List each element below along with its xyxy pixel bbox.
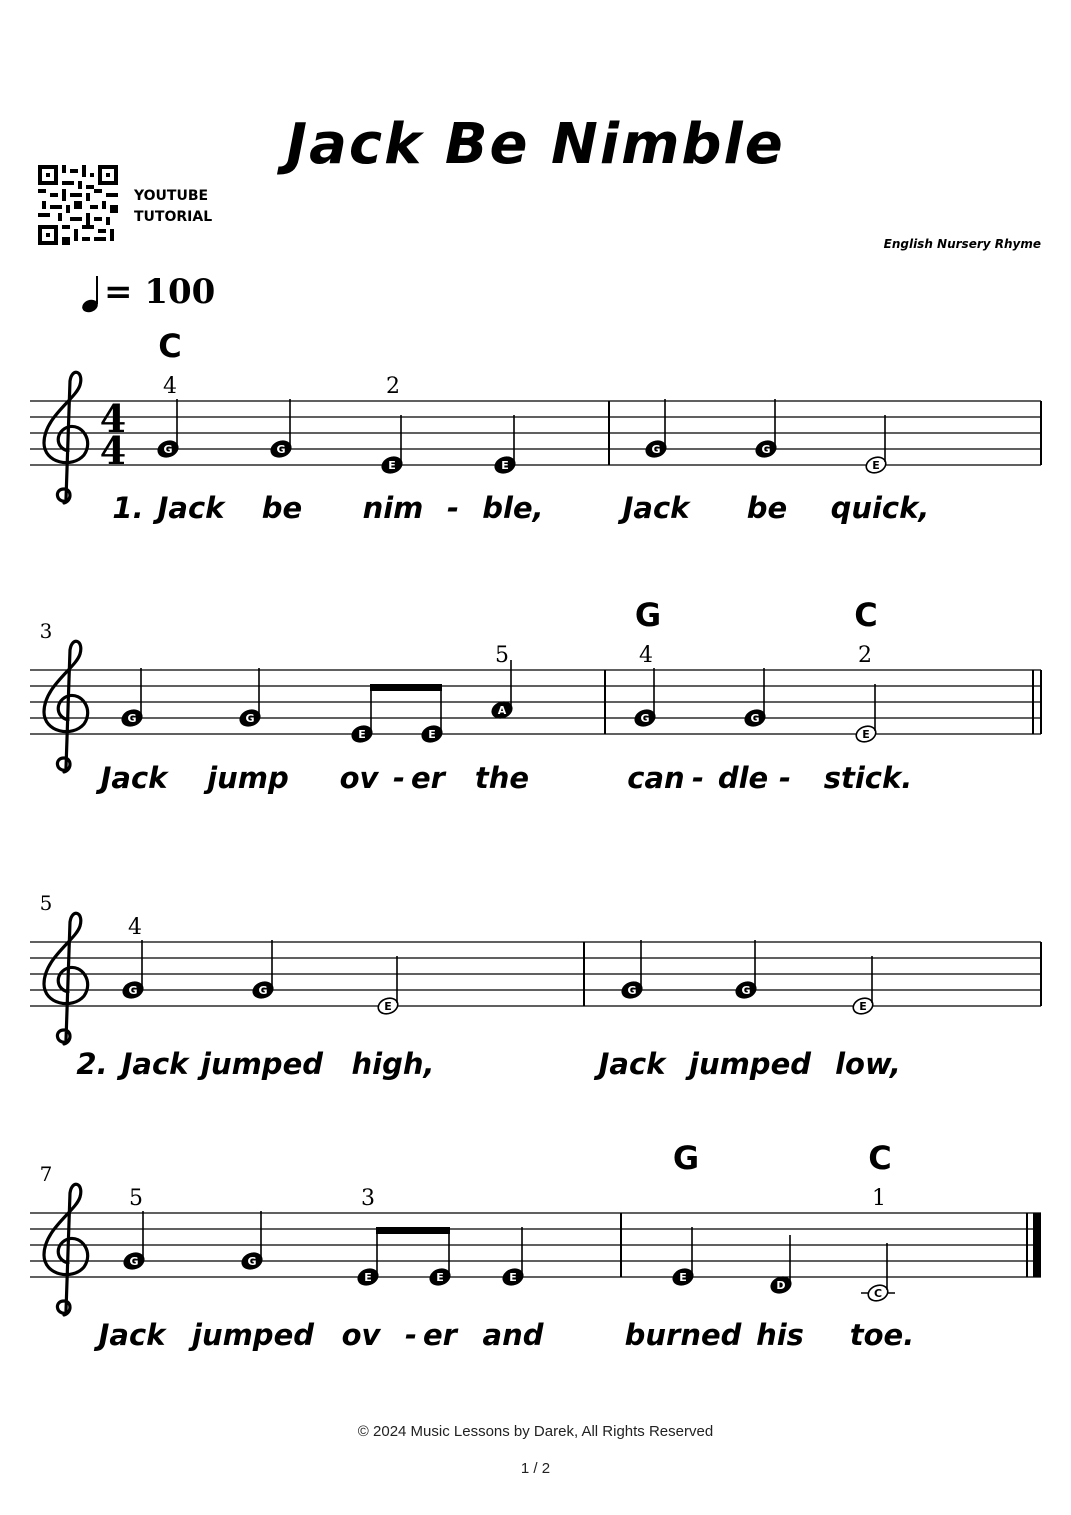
treble-clef-icon bbox=[44, 641, 88, 772]
note-G bbox=[644, 399, 668, 459]
time-signature-top: 4 bbox=[99, 396, 127, 441]
note-letter: E bbox=[358, 728, 366, 741]
note-letter: E bbox=[388, 459, 396, 472]
chord-symbol: C bbox=[868, 1139, 892, 1177]
beam bbox=[376, 1227, 450, 1234]
lyric-syllable: 2. bbox=[76, 1047, 108, 1081]
fingering-number: 2 bbox=[858, 643, 872, 668]
lyric-syllable: jumped bbox=[201, 1047, 323, 1081]
lyric-syllable: - bbox=[691, 761, 705, 795]
lyric-syllable: the bbox=[474, 761, 530, 795]
note-A bbox=[490, 660, 514, 720]
chord-symbol: C bbox=[158, 327, 182, 365]
note-letter: G bbox=[741, 984, 751, 997]
note-G bbox=[251, 940, 275, 1000]
lyric-syllable: Jack bbox=[100, 761, 168, 795]
lyric-syllable: jumped bbox=[192, 1318, 314, 1352]
staff-system-3 bbox=[30, 913, 1041, 1044]
copyright-footer: © 2024 Music Lessons by Darek, All Rights Reserved bbox=[357, 1423, 714, 1440]
lyric-syllable: Jack bbox=[157, 491, 225, 525]
lyric-syllable: be bbox=[746, 491, 788, 525]
lyric-syllable: ov bbox=[341, 1318, 381, 1352]
lyric-syllable: his bbox=[756, 1318, 804, 1352]
page-title: Jack Be Nimble bbox=[286, 112, 785, 177]
fingering-number: 5 bbox=[129, 1186, 143, 1211]
composer: English Nursery Rhyme bbox=[883, 237, 1041, 251]
note-G bbox=[121, 940, 145, 1000]
lyric-syllable: stick. bbox=[823, 761, 913, 795]
note-E bbox=[864, 415, 888, 475]
lyric-syllable: toe. bbox=[849, 1318, 915, 1352]
treble-clef-icon bbox=[44, 1184, 88, 1315]
beam bbox=[370, 684, 442, 691]
note-letter: G bbox=[247, 1255, 257, 1268]
lyric-syllable: - bbox=[404, 1318, 418, 1352]
note-letter: G bbox=[127, 712, 137, 725]
note-E bbox=[851, 956, 875, 1016]
fingering-number: 1 bbox=[872, 1186, 886, 1211]
note-G bbox=[734, 940, 758, 1000]
note-G bbox=[120, 668, 144, 728]
note-G bbox=[633, 668, 657, 728]
fingering-number: 4 bbox=[128, 915, 142, 940]
note-letter: E bbox=[509, 1271, 517, 1284]
note-letter: G bbox=[651, 443, 661, 456]
staff-system-4 bbox=[30, 1184, 1041, 1315]
fingering-number: 4 bbox=[163, 374, 177, 399]
tempo-marking: = 100 bbox=[80, 272, 215, 314]
lyric-syllable: and bbox=[482, 1318, 544, 1352]
measure-number: 3 bbox=[39, 619, 53, 643]
lyric-syllable: can bbox=[627, 761, 685, 795]
final-bar-line bbox=[1033, 1213, 1041, 1277]
lyric-syllable: low, bbox=[835, 1047, 901, 1081]
note-G bbox=[754, 399, 778, 459]
lyric-syllable: - bbox=[778, 761, 792, 795]
note-letter: G bbox=[128, 984, 138, 997]
note-E bbox=[420, 684, 444, 744]
note-G bbox=[743, 668, 767, 728]
fingering-number: 3 bbox=[361, 1186, 375, 1211]
note-letter: A bbox=[497, 704, 507, 717]
fingering-number: 5 bbox=[495, 643, 509, 668]
note-G bbox=[156, 399, 180, 459]
note-G bbox=[269, 399, 293, 459]
staff-system-1 bbox=[30, 372, 1041, 503]
measure-number: 7 bbox=[39, 1162, 53, 1186]
youtube-tutorial-label[interactable]: YOUTUBE TUTORIAL bbox=[134, 188, 213, 225]
lyric-syllable: Jack bbox=[622, 491, 690, 525]
lyric-syllable: Jack bbox=[598, 1047, 666, 1081]
note-letter: G bbox=[640, 712, 650, 725]
note-letter: G bbox=[750, 712, 760, 725]
note-E bbox=[356, 1227, 380, 1287]
note-letter: G bbox=[276, 443, 286, 456]
note-E bbox=[350, 684, 374, 744]
lyric-syllable: be bbox=[261, 491, 303, 525]
note-letter: G bbox=[761, 443, 771, 456]
staff-system-2 bbox=[30, 641, 1041, 772]
note-letter: G bbox=[258, 984, 268, 997]
lyric-syllable: nim bbox=[362, 491, 424, 525]
lyric-syllable: jumped bbox=[689, 1047, 811, 1081]
lyric-syllable: dle bbox=[717, 761, 769, 795]
lyric-syllable: ble, bbox=[482, 491, 544, 525]
note-E bbox=[428, 1227, 452, 1287]
chord-symbol: C bbox=[854, 596, 878, 634]
page-number: 1 / 2 bbox=[520, 1460, 551, 1477]
note-letter: E bbox=[501, 459, 509, 472]
note-letter: G bbox=[129, 1255, 139, 1268]
lyric-syllable: quick, bbox=[830, 491, 930, 525]
fingering-number: 2 bbox=[386, 374, 400, 399]
note-G bbox=[238, 668, 262, 728]
lyric-syllable: ov bbox=[339, 761, 379, 795]
lyric-syllable: - bbox=[392, 761, 406, 795]
note-letter: D bbox=[776, 1279, 786, 1292]
note-letter: E bbox=[384, 1000, 392, 1013]
lyric-syllable: jump bbox=[207, 761, 289, 795]
time-signature-bottom: 4 bbox=[99, 428, 127, 473]
lyric-syllable: Jack bbox=[121, 1047, 189, 1081]
note-G bbox=[620, 940, 644, 1000]
note-G bbox=[240, 1211, 264, 1271]
note-E bbox=[501, 1227, 525, 1287]
note-letter: G bbox=[245, 712, 255, 725]
note-letter: G bbox=[627, 984, 637, 997]
note-letter: E bbox=[859, 1000, 867, 1013]
note-letter: G bbox=[163, 443, 173, 456]
lyric-syllable: Jack bbox=[98, 1318, 166, 1352]
note-D bbox=[769, 1235, 793, 1295]
note-E bbox=[493, 415, 517, 475]
note-G bbox=[122, 1211, 146, 1271]
lyric-syllable: er bbox=[423, 1318, 457, 1352]
note-letter: C bbox=[873, 1287, 883, 1300]
note-letter: E bbox=[872, 459, 880, 472]
note-letter: E bbox=[428, 728, 436, 741]
lyric-syllable: 1. bbox=[112, 491, 144, 525]
treble-clef-icon bbox=[44, 913, 88, 1044]
note-C bbox=[861, 1243, 895, 1303]
lyric-syllable: er bbox=[411, 761, 445, 795]
measure-number: 5 bbox=[39, 891, 53, 915]
lyric-syllable: burned bbox=[624, 1318, 742, 1352]
note-letter: E bbox=[679, 1271, 687, 1284]
fingering-number: 4 bbox=[639, 643, 653, 668]
chord-symbol: G bbox=[634, 596, 662, 634]
note-E bbox=[380, 415, 404, 475]
lyric-syllable: - bbox=[446, 491, 460, 525]
note-letter: E bbox=[436, 1271, 444, 1284]
lyric-syllable: high, bbox=[351, 1047, 435, 1081]
note-letter: E bbox=[364, 1271, 372, 1284]
note-E bbox=[671, 1227, 695, 1287]
note-letter: E bbox=[862, 728, 870, 741]
treble-clef-icon bbox=[44, 372, 88, 503]
note-E bbox=[854, 684, 878, 744]
chord-symbol: G bbox=[672, 1139, 700, 1177]
note-E bbox=[376, 956, 400, 1016]
